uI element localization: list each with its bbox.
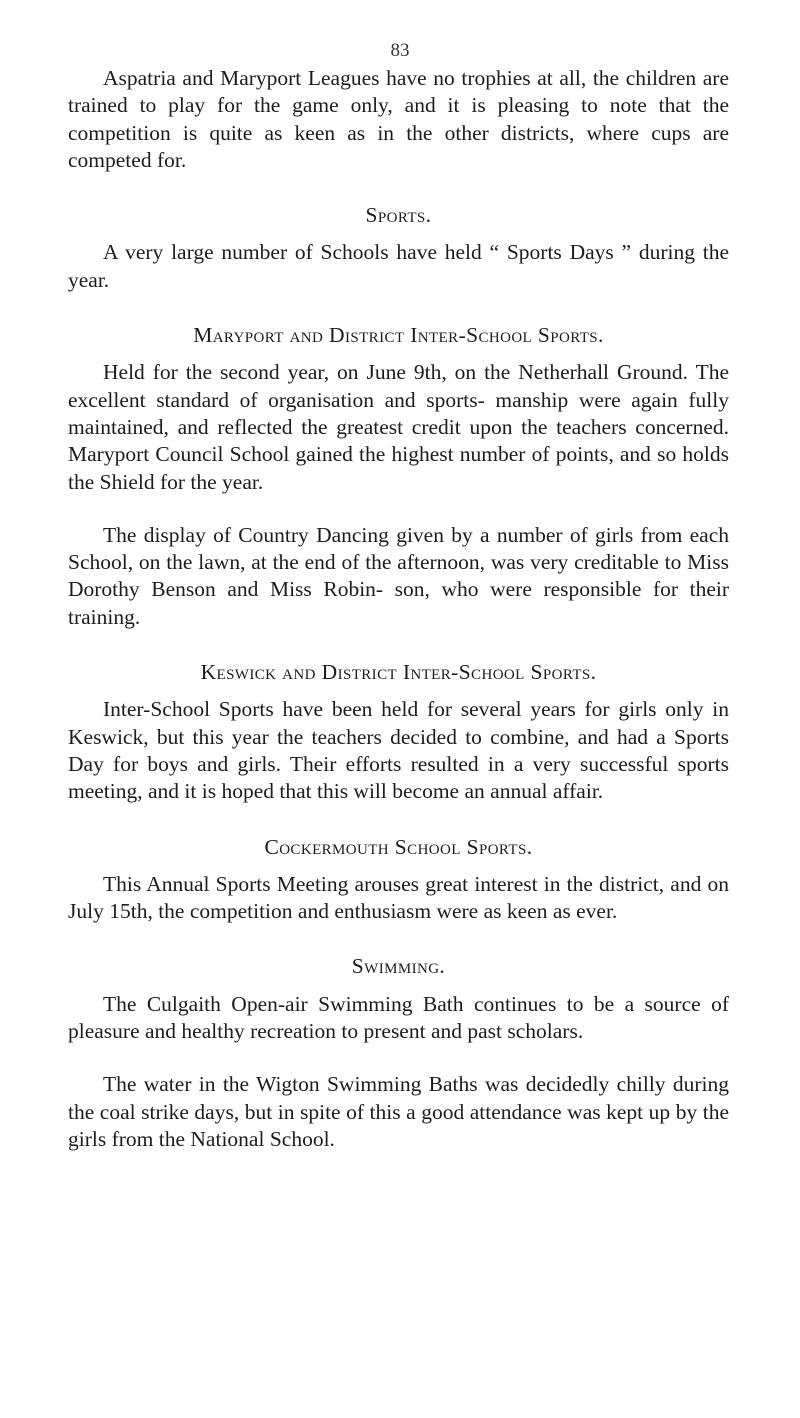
swimming-heading: Swimming.: [351, 954, 446, 979]
cockermouth-heading: Cockermouth School Sports.: [264, 834, 533, 859]
cockermouth-paragraph: This Annual Sports Meeting arouses great interest in the district, and on July 15th, the competition and enthusiasm were as keen as ever.: [68, 871, 729, 924]
sports-heading: Sports.: [365, 203, 432, 228]
maryport-heading: Maryport and District Inter-School Sports.: [193, 323, 604, 348]
page-number: 83: [390, 40, 410, 61]
sports-paragraph: A very large number of Schools have held “ Sports Days ” during the year.: [68, 240, 729, 292]
maryport-paragraph-1: Held for the second year, on June 9th, on the Netherhall Ground. The excellent standard of organisation and sports- manship were again fully maintained, and reflected the greatest credit upon the teachers concerned. Maryport Council School gained the highest number of points, and so holds the Shield for the year.: [68, 360, 729, 494]
swimming-paragraph-2: The water in the Wigton Swimming Baths was decidedly chilly during the coal strike days, but in spite of this a good attendance was kept up by the girls from the National School.: [68, 1072, 729, 1151]
intro-paragraph: Aspatria and Maryport Leagues have no trophies at all, the children are trained to play for the game only, and it is pleasing to note that the competition is quite as keen as in the other districts, where cups are competed for.: [68, 66, 729, 172]
maryport-paragraph-2: The display of Country Dancing given by a number of girls from each School, on the lawn, at the end of the afternoon, was very creditable to Miss Dorothy Benson and Miss Robin- son, who were responsible for their training.: [68, 522, 729, 629]
keswick-heading: Keswick and District Inter-School Sports.: [200, 660, 597, 685]
page-body: [68, 65, 729, 1153]
keswick-paragraph: Inter-School Sports have been held for several years for girls only in Keswick, but this year the teachers decided to combine, and had a Sports Day for boys and girls. Their efforts resulted in a very successful sports meeting, and it is hoped that this will become an annual affair.: [68, 697, 729, 804]
swimming-paragraph-1: The Culgaith Open-air Swimming Bath continues to be a source of pleasure and healthy recreation to present and past scholars.: [68, 991, 729, 1044]
